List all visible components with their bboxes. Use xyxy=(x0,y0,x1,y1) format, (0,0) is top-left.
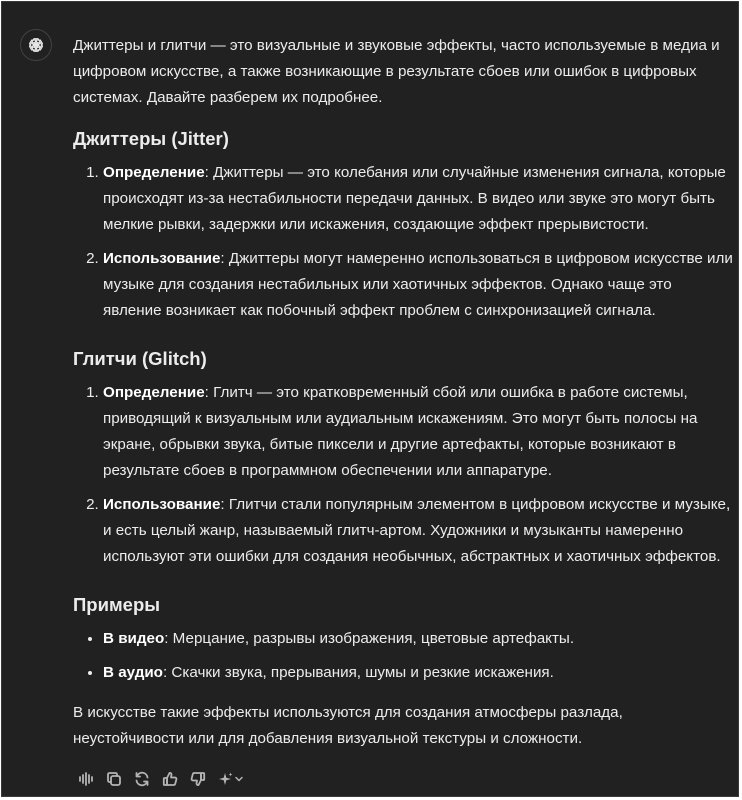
model-switch-icon xyxy=(217,771,247,787)
item-text: : Глитч — это кратковременный сбой или ошибка в работе системы, приводящий к визуальным или аудиальным искажениям. Это могут быть полосы на экране, обрывки звука, битые пиксели и другие артефакты, которые возникают в результате сбоев в программном обеспечении или аппаратуре. xyxy=(103,384,698,479)
section-heading-glitch: Глитчи (Glitch) xyxy=(73,348,207,369)
item-label: Использование xyxy=(103,496,221,513)
read-aloud-icon xyxy=(78,771,94,787)
item-text: : Джиттеры — это колебания или случайные изменения сигнала, которые происходят из-за нестабильности передачи данных. В видео или звуке это могут быть мелкие рывки, задержки или искажения, создающие эффект прерывистости. xyxy=(103,164,726,233)
model-switch-button[interactable] xyxy=(215,768,249,790)
conclusion-paragraph: В искусстве такие эффекты используются для создания атмосферы разлада, неустойчивости или для добавления визуальной текстуры и сложности. xyxy=(73,704,623,747)
item-text: : Джиттеры могут намеренно использоваться в цифровом искусстве или музыке для создания нестабильных или хаотичных эффектов. Однако чаще это явление возникает как побочный эффект проблем с синхронизацией сигнала. xyxy=(103,250,733,319)
list-item xyxy=(103,492,733,570)
item-text: : Скачки звука, прерывания, шумы и резкие искажения. xyxy=(162,664,554,681)
list-item xyxy=(103,160,733,238)
assistant-avatar xyxy=(20,29,52,61)
jitter-list xyxy=(73,160,733,324)
copy-button[interactable] xyxy=(103,768,125,790)
intro-paragraph: Джиттеры и глитчи — это визуальные и звуковые эффекты, часто используемые в медиа и цифровом искусстве, а также возникающие в результате сбоев или ошибок в цифровых системах. Давайте разберем их подробнее. xyxy=(73,37,720,106)
thumbs-up-icon xyxy=(162,771,178,787)
item-label: В видео xyxy=(103,630,165,647)
examples-list xyxy=(73,626,733,686)
item-text: : Мерцание, разрывы изображения, цветовые артефакты. xyxy=(164,630,575,647)
section-heading-examples: Примеры xyxy=(73,594,161,615)
list-item xyxy=(103,380,733,484)
section-heading-jitter: Джиттеры (Jitter) xyxy=(73,128,229,149)
glitch-list xyxy=(73,380,733,570)
openai-logo-icon xyxy=(26,35,46,55)
regenerate-icon xyxy=(134,771,150,787)
list-item xyxy=(103,246,733,324)
list-item xyxy=(103,626,733,652)
thumbs-down-icon xyxy=(190,771,206,787)
item-label: В аудио xyxy=(103,664,163,681)
item-label: Определение xyxy=(103,384,205,401)
list-item xyxy=(103,660,733,686)
item-text: : Глитчи стали популярным элементом в цифровом искусстве и музыке, и есть целый жанр, называемый глитч-артом. Художники и музыканты намеренно используют эти ошибки для создания необычных, абстрактных и хаотичных эффектов. xyxy=(103,496,731,565)
thumbs-up-button[interactable] xyxy=(159,768,181,790)
message-actions-toolbar xyxy=(75,768,249,790)
assistant-message xyxy=(73,33,733,752)
item-label: Использование xyxy=(103,250,221,267)
chat-window xyxy=(1,1,739,797)
item-label: Определение xyxy=(103,164,205,181)
copy-icon xyxy=(106,771,122,787)
regenerate-button[interactable] xyxy=(131,768,153,790)
read-aloud-button[interactable] xyxy=(75,768,97,790)
thumbs-down-button[interactable] xyxy=(187,768,209,790)
